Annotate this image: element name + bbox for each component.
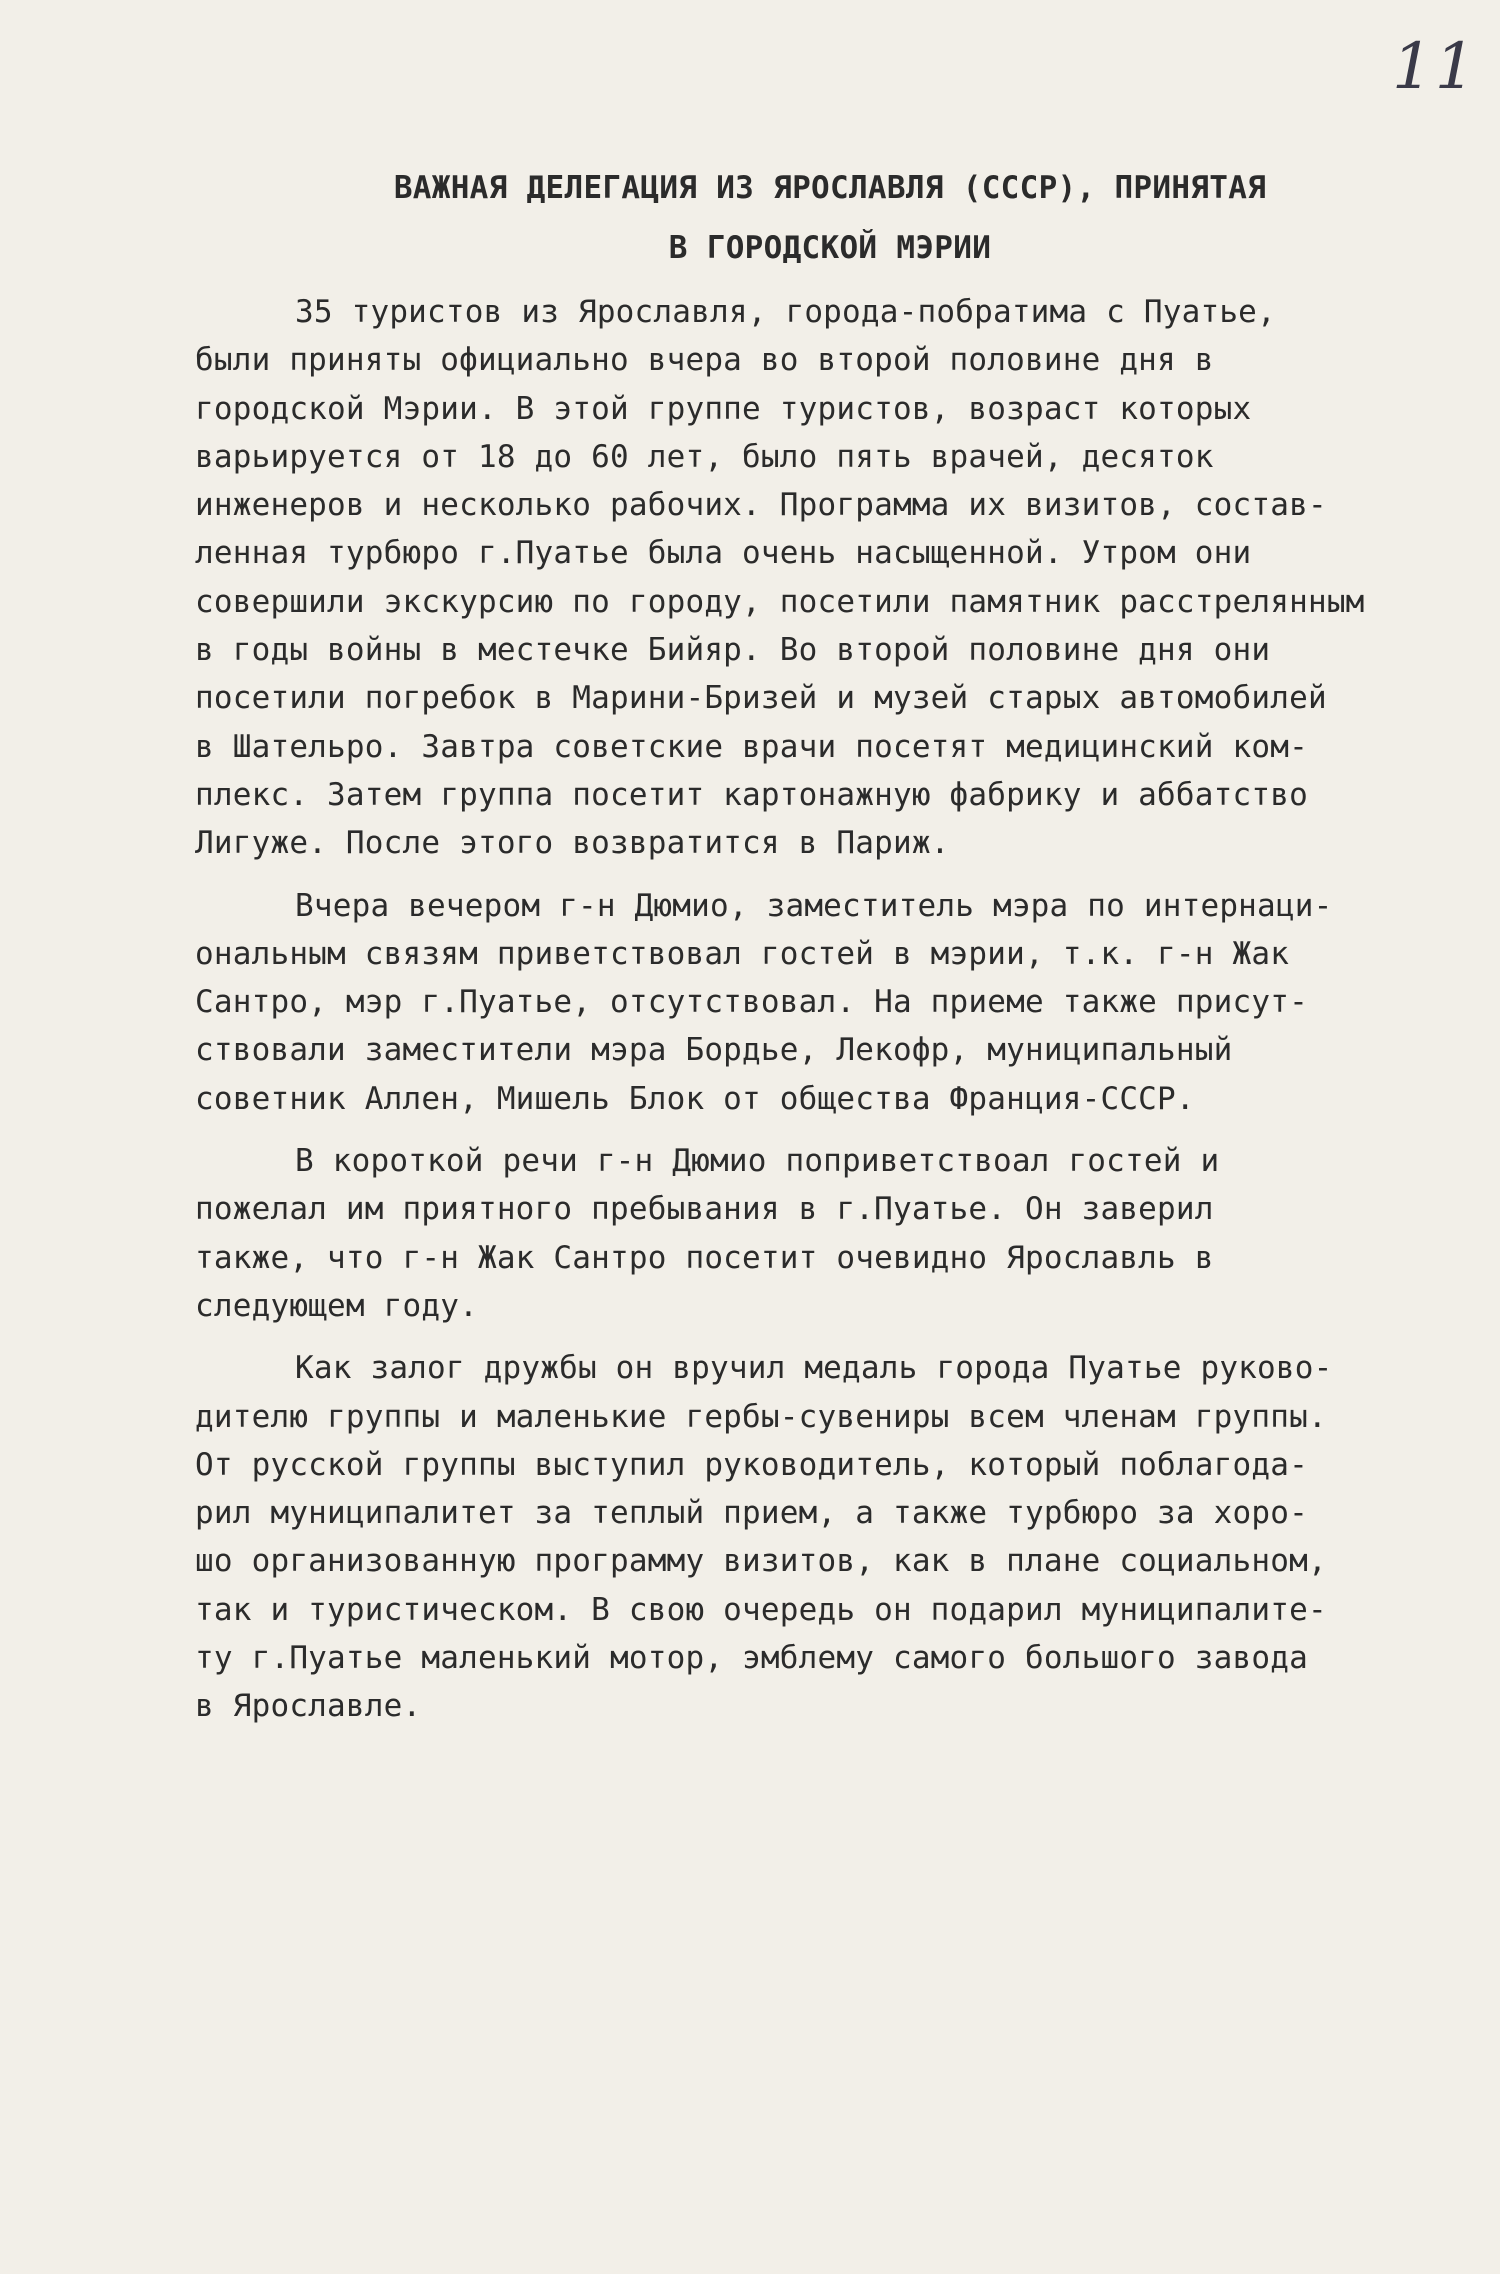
document-body [195, 288, 1465, 1731]
text-line: в Шательро. Завтра советские врачи посетят медицинский ком- [195, 728, 1308, 765]
text-line: шо организованную программу визитов, как в плане социальном, [195, 1543, 1327, 1580]
title-line-1: ВАЖНАЯ ДЕЛЕГАЦИЯ ИЗ ЯРОСЛАВЛЯ (СССР), ПРИНЯТАЯ [393, 170, 1267, 206]
text-line: инженеров и несколько рабочих. Программа их визитов, состав- [195, 487, 1327, 524]
text-line: посетили погребок в Марини-Бризей и музей старых автомобилей [195, 680, 1327, 717]
text-line: совершили экскурсию по городу, посетили памятник расстрелянным [195, 583, 1365, 620]
document-title [320, 158, 1340, 278]
text-line: также, что г-н Жак Сантро посетит очевидно Ярославль в [195, 1239, 1214, 1276]
text-line: В короткой речи г-н Дюмио поприветствоал гостей и [295, 1143, 1220, 1180]
text-line: варьируется от 18 до 60 лет, было пять врачей, десяток [195, 438, 1214, 475]
text-line: ленная турбюро г.Пуатье была очень насыщенной. Утром они [195, 535, 1252, 572]
text-line: рил муниципалитет за теплый прием, а также турбюро за хоро- [195, 1495, 1308, 1532]
text-line: 35 туристов из Ярославля, города-побратима с Пуатье, [295, 294, 1276, 330]
text-line: Как залог дружбы он вручил медаль города Пуатье руково- [295, 1350, 1333, 1387]
text-line: ствовали заместители мэра Бордье, Лекофр, муниципальный [195, 1032, 1233, 1069]
text-line: пожелал им приятного пребывания в г.Пуатье. Он заверил [195, 1191, 1214, 1228]
text-line: в Ярославле. [195, 1688, 422, 1725]
text-line: дителю группы и маленькие гербы-сувениры всем членам группы. [195, 1398, 1327, 1435]
text-line: ту г.Пуатье маленький мотор, эмблему самого большого завода [195, 1640, 1308, 1677]
text-line: советник Аллен, Мишель Блок от общества Франция-СССР. [195, 1080, 1195, 1117]
title-line-2: В ГОРОДСКОЙ МЭРИИ [668, 230, 992, 266]
text-line: От русской группы выступил руководитель, который поблагода- [195, 1446, 1308, 1483]
text-line: ональным связям приветствовал гостей в мэрии, т.к. г-н Жак [195, 935, 1290, 972]
text-line: Сантро, мэр г.Пуатье, отсутствовал. На приеме также присут- [195, 984, 1308, 1021]
text-line: Вчера вечером г-н Дюмио, заместитель мэра по интернаци- [295, 887, 1333, 924]
text-line: так и туристическом. В свою очередь он подарил муниципалите- [195, 1591, 1327, 1628]
text-line: плекс. Затем группа посетит картонажную фабрику и аббатство [195, 776, 1308, 813]
text-line: городской Мэрии. В этой группе туристов, возраст которых [195, 390, 1252, 427]
text-line: Лигуже. После этого возвратится в Париж. [195, 825, 950, 862]
text-line: следующем году. [195, 1287, 478, 1324]
text-line: в годы войны в местечке Бийяр. Во второй половине дня они [195, 632, 1271, 669]
text-line: были приняты официально вчера во второй половине дня в [195, 342, 1214, 379]
handwritten-page-number: 11 [1392, 30, 1478, 104]
